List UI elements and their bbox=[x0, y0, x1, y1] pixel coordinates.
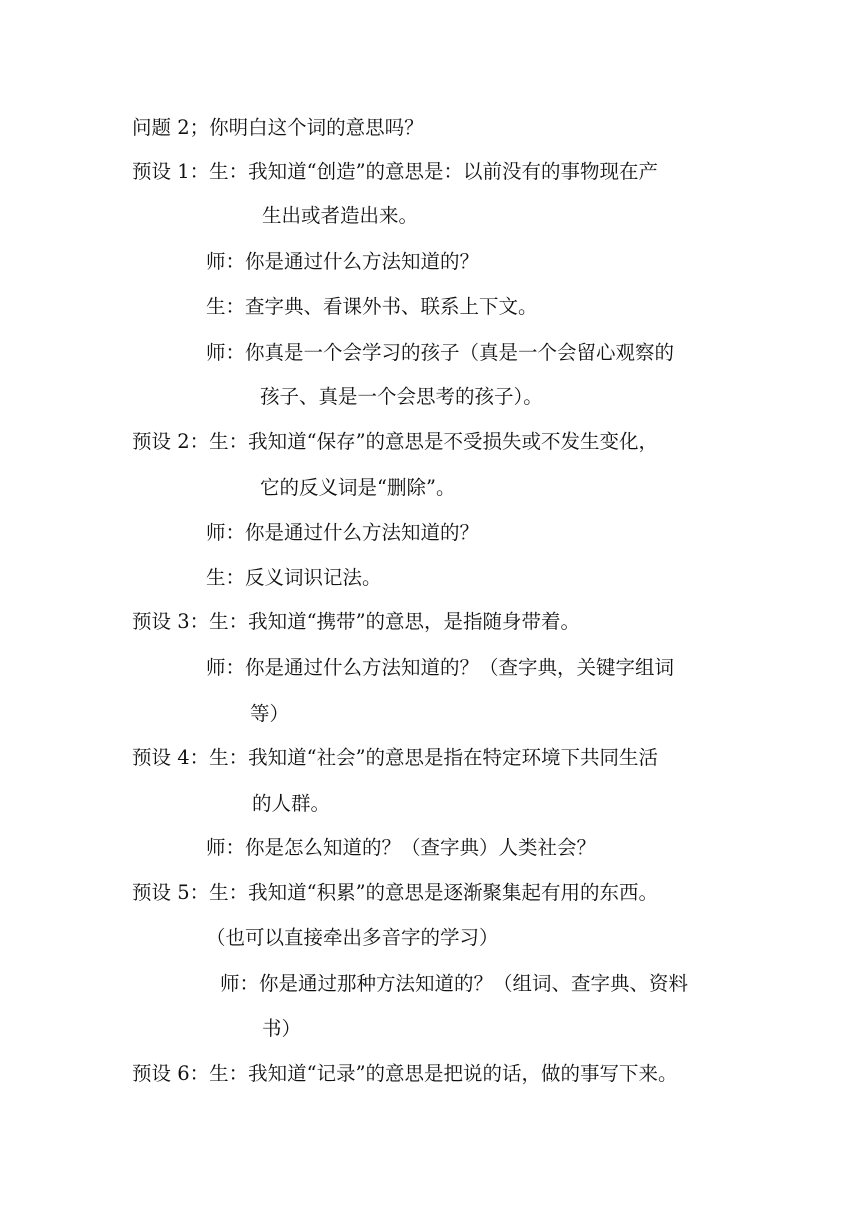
preset-5-line: 预设 5：生：我知道“积累”的意思是逐渐聚集起有用的东西。 bbox=[132, 881, 659, 904]
preset-3-line: 预设 3：生：我知道“携带”的意思，是指随身带着。 bbox=[132, 610, 581, 633]
teacher-line-continuation: 等） bbox=[250, 702, 290, 725]
student-line: 生：反义词识记法。 bbox=[206, 566, 382, 589]
preset-1-continuation: 生出或者造出来。 bbox=[262, 204, 419, 227]
teacher-line: 师：你是通过那种方法知道的？（组词、查字典、资料 bbox=[220, 972, 689, 995]
teacher-line: 师：你真是一个会学习的孩子（真是一个会留心观察的 bbox=[206, 341, 675, 364]
preset-2-line: 预设 2：生：我知道“保存”的意思是不受损失或不发生变化， bbox=[132, 430, 659, 453]
preset-4-line: 预设 4：生：我知道“社会”的意思是指在特定环境下共同生活 bbox=[132, 746, 659, 769]
preset-5-note: （也可以直接牵出多音字的学习） bbox=[206, 926, 499, 949]
student-line: 生：查字典、看课外书、联系上下文。 bbox=[206, 295, 538, 318]
preset-4-continuation: 的人群。 bbox=[252, 792, 331, 815]
teacher-line: 师：你是通过什么方法知道的？（查字典，关键字组词 bbox=[206, 656, 675, 679]
teacher-line: 师：你是通过什么方法知道的？ bbox=[206, 521, 480, 544]
question-2-line: 问题 2；你明白这个词的意思吗？ bbox=[132, 116, 424, 139]
teacher-line: 师：你是通过什么方法知道的？ bbox=[206, 250, 480, 273]
teacher-line-continuation: 书） bbox=[262, 1017, 302, 1040]
teacher-line: 师：你是怎么知道的？（查字典）人类社会？ bbox=[206, 836, 597, 859]
preset-2-continuation: 它的反义词是“删除”。 bbox=[260, 476, 456, 499]
preset-1-line: 预设 1：生：我知道“创造”的意思是：以前没有的事物现在产 bbox=[132, 160, 659, 183]
teacher-line-continuation: 孩子、真是一个会思考的孩子）。 bbox=[260, 385, 543, 408]
preset-6-line: 预设 6：生：我知道“记录”的意思是把说的话，做的事写下来。 bbox=[132, 1062, 678, 1085]
